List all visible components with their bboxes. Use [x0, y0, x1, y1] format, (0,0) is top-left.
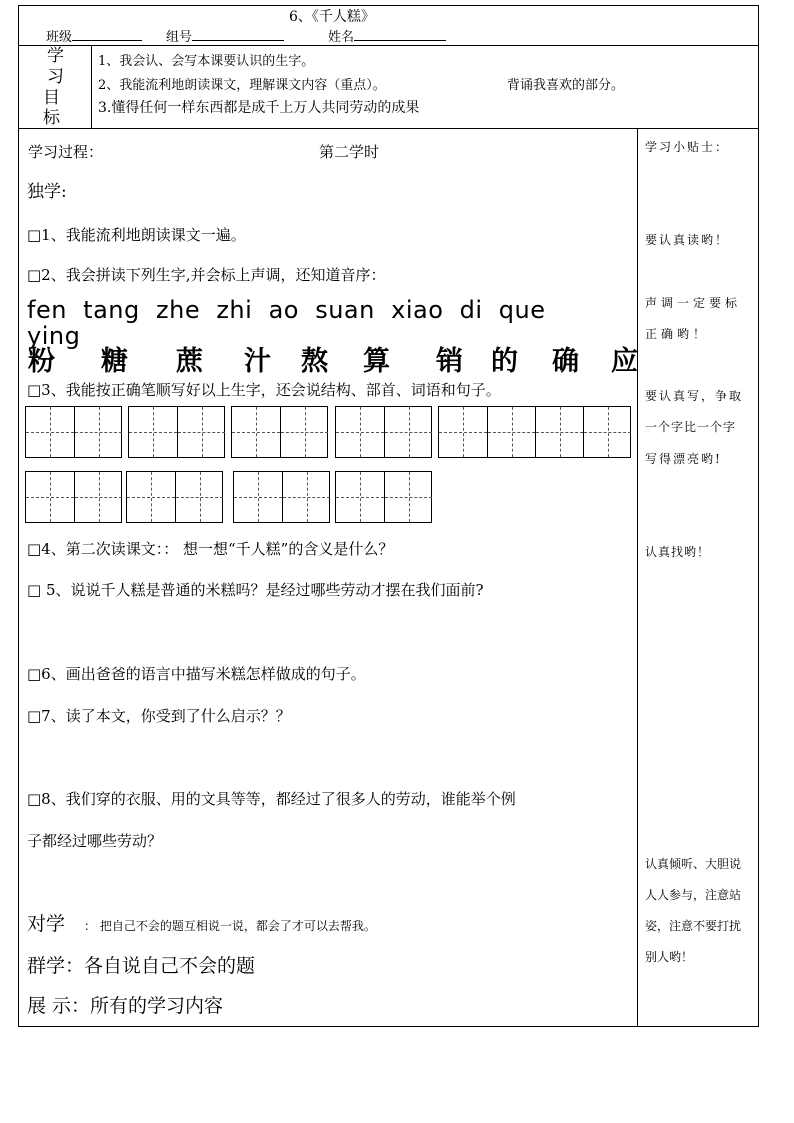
char-3: 蔗: [176, 346, 203, 377]
writing-grid-box[interactable]: [126, 471, 223, 523]
class-label: 班级: [46, 30, 73, 45]
writing-cell[interactable]: [74, 407, 122, 457]
border-goals: [18, 128, 759, 129]
divider-tips-column: [637, 128, 638, 1026]
writing-grid-box[interactable]: [231, 406, 328, 458]
writing-cell[interactable]: [175, 472, 223, 522]
tip-write-2: 一个字比一个字: [645, 420, 737, 434]
goals-label-1: 学: [47, 46, 64, 66]
task-6: □6、画出爸爸的语言中描写米糕怎样做成的句子。: [27, 665, 366, 683]
tip-listen-2: 人人参与，注意站: [645, 888, 742, 902]
group-study-text: 群学：各自说自己不会的题: [27, 955, 256, 977]
writing-cell[interactable]: [74, 472, 122, 522]
writing-cell[interactable]: [280, 407, 328, 457]
task-1: □1、我能流利地朗读课文一遍。: [27, 226, 246, 244]
period-label: 第二学时: [319, 143, 380, 161]
task-7: □7、读了本文，你受到了什么启示？？: [27, 707, 291, 725]
task-3: □3、我能按正确笔顺写好以上生字，还会说结构、部首、词语和句子。: [27, 381, 501, 399]
group-blank[interactable]: [192, 28, 284, 41]
pinyin-line-1: fen tang zhe zhi ao suan xiao di que: [27, 296, 546, 324]
writing-cell[interactable]: [26, 472, 74, 522]
writing-grid-box[interactable]: [233, 471, 330, 523]
name-label: 姓名: [328, 30, 355, 45]
char-9: 确: [552, 346, 579, 377]
border-right: [758, 5, 759, 1027]
writing-grid-box[interactable]: [128, 406, 225, 458]
show-text: 展 示：所有的学习内容: [27, 995, 224, 1017]
writing-grid-box[interactable]: [335, 471, 432, 523]
writing-cell[interactable]: [26, 407, 74, 457]
char-2: 糖: [101, 346, 128, 377]
tip-listen-1: 认真倾听、大胆说: [645, 857, 742, 871]
char-7: 销: [436, 346, 463, 377]
writing-cell[interactable]: [583, 407, 631, 457]
writing-cell[interactable]: [535, 407, 583, 457]
tip-listen-4: 别人哟！: [645, 950, 694, 964]
writing-cell[interactable]: [439, 407, 487, 457]
tip-tone-1: 声调一定要标: [645, 296, 742, 310]
writing-cell[interactable]: [487, 407, 535, 457]
char-10: 应: [611, 346, 638, 377]
task-8-line-1: □8、我们穿的衣服、用的文具等等，都经过了很多人的劳动，谁能举个例: [27, 790, 516, 808]
divider-goals-label: [91, 45, 92, 129]
solo-study-label: 独学:: [27, 182, 67, 202]
writing-cell[interactable]: [232, 407, 280, 457]
goal-1: 1、我会认、会写本课要认识的生字。: [98, 54, 315, 69]
writing-grid-box[interactable]: [25, 406, 122, 458]
border-left: [18, 5, 19, 1027]
tip-write-3: 写得漂亮哟!: [645, 452, 722, 466]
goals-label-2: 习: [47, 67, 64, 87]
tip-listen-3: 姿，注意不要打扰: [645, 919, 742, 933]
border-header: [18, 45, 759, 46]
border-bottom: [18, 1026, 759, 1027]
char-1: 粉: [28, 346, 55, 377]
writing-cell[interactable]: [282, 472, 330, 522]
task-2: □2、我会拼读下列生字,并会标上声调，还知道音序：: [27, 266, 386, 284]
task-5: □ 5、说说千人糕是普通的米糕吗？是经过哪些劳动才摆在我们面前?: [27, 581, 484, 599]
goal-2: 2、我能流利地朗读课文，理解课文内容（重点）。: [98, 78, 386, 93]
writing-grid-box[interactable]: [438, 406, 631, 458]
pair-study-text: ： 把自己不会的题互相说一说，都会了才可以去帮我。: [84, 919, 376, 933]
task-4: □4、第二次读课文：： 想一想“千人糕”的含义是什么？: [27, 540, 394, 558]
writing-cell[interactable]: [177, 407, 225, 457]
tips-title: 学习小贴士：: [645, 140, 730, 154]
task-8-line-2: 子都经过哪些劳动？: [27, 832, 163, 850]
goals-label-4: 标: [43, 108, 60, 128]
group-field[interactable]: [166, 28, 284, 44]
writing-grid-box[interactable]: [335, 406, 432, 458]
writing-cell[interactable]: [336, 472, 384, 522]
writing-cell[interactable]: [234, 472, 282, 522]
writing-cell[interactable]: [336, 407, 384, 457]
name-blank[interactable]: [354, 28, 446, 41]
tip-tone-2: 正确哟！: [645, 327, 710, 341]
process-label: 学习过程：: [28, 143, 104, 161]
char-5: 熬: [301, 346, 328, 377]
char-8: 的: [491, 346, 518, 377]
group-label: 组号: [166, 30, 193, 45]
goal-extra: 背诵我喜欢的部分。: [507, 78, 625, 93]
writing-cell[interactable]: [384, 407, 432, 457]
tip-write-1: 要认真写，争取: [645, 389, 744, 403]
char-6: 算: [363, 346, 390, 377]
writing-cell[interactable]: [384, 472, 432, 522]
tip-find: 认真找哟！: [645, 545, 711, 559]
goal-3: 3.懂得任何一样东西都是成千上万人共同劳动的成果: [98, 100, 420, 116]
char-4: 汁: [244, 346, 271, 377]
name-field[interactable]: [328, 28, 446, 44]
writing-grid-box[interactable]: [25, 471, 122, 523]
pair-study-label: 对学: [27, 913, 66, 935]
class-blank[interactable]: [72, 28, 142, 41]
tip-read: 要认真读哟！: [645, 233, 730, 247]
writing-cell[interactable]: [129, 407, 177, 457]
page-title: 6、《千人糕》: [289, 9, 375, 25]
goals-label-3: 目: [43, 88, 60, 108]
class-field[interactable]: [46, 28, 142, 44]
border-top: [18, 5, 759, 6]
pinyin-line-2: ying: [27, 322, 81, 350]
writing-cell[interactable]: [127, 472, 175, 522]
